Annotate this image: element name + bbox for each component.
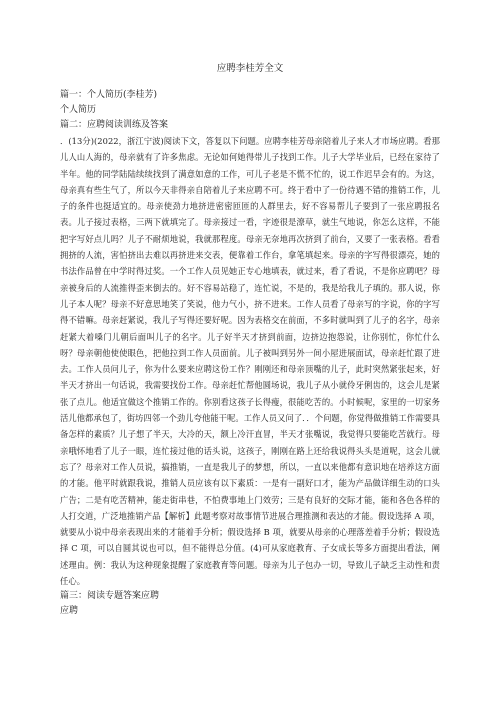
section-1-subheading: 个人简历 — [60, 105, 97, 115]
section-2-heading: 篇二：应聘阅读训练及答案 — [60, 120, 169, 130]
article-body: ．(13分)(2022，浙江宁波)阅读下文，答复以下问题。应聘李桂芳母亲陪着儿子来人才市场应聘。看那儿人山人海的，母亲就有了许多焦虑。无论如何她得带儿子找到工作。儿子大学毕业后，已经在家待了半年。他的同学陆陆续续找到了满意如意的工作，可儿子老是不慌不忙的，说工作迟早会有的。为这，母亲真有些生气了，所以今天非得亲自陪着儿子来应聘不可。终于看中了一份待遇不错的推销工作，儿子的条件也挺适宜的。母亲使劲力地挤进密密匝匝的人群里去，好不容易帮儿子要到了一张应聘报名表。儿子接过表格，三两下就填完了。母亲接过一看，字迹很是潦草，就生气地说，你怎么这样，不能把字写好点儿吗？儿子不耐烦地说，我就那程度。母亲无奈地再次挤到了前台，又要了一张表格。看看拥挤的人流，害怕挤出去难以再挤进来交表，便靠着工作台，拿笔填起来。母亲的字写得很漂亮，她的书法作品曾在中学时得过奖。一个工作人员见她正专心地填表，就过来，看了看说，不是你应聘吧？母亲被身后的人流推得歪来倒去的。好不容易站稳了，连忙说，不是的，我是给我儿子填的。那人说，你儿子本人呢？母亲不好意思地笑了笑说，他力气小，挤不进来。工作人员看了母亲写的字说，你的字写得不错嘛。母亲赶紧说，我儿子写得还要好呢。因为表格交在前面，不多时就叫到了儿子的名字，母亲赶紧大着嗓门儿朝后面叫儿子的名字。儿子好半天才挤到前面，边挤边抱怨说，让你别忙，你忙什么呀？母亲朝他使使眼色，把他拉到工作人员面前。儿子被叫到另外一间小屋进展面试，母亲赶忙跟了进去。工作人员问儿子，你为什么要来应聘这份工作？刚刚还和母亲顶嘴的儿子，此时突然紧张起来，好半天才挤出一句话说，我需要找份工作。母亲赶忙帮他圆场说，我儿子从小就伶牙俐齿的，这会儿是紧张了点儿。他适宜做这个推销工作的。你别看这孩子长得瘦，很能吃苦的。小时候呢，家里的一切家务活儿他都承包了，街坊四邻一个劲儿夸他能干呢。工作人员又问了．．个问题，你觉得做推销工作需要具备怎样的素质？儿子想了半天，大冷的天，额上冷汗直冒，半天才张嘴说，我觉得只要能吃苦就行。母亲哦怀地看了儿子一眼，连忙接过他的话头说，这孩子，刚刚在路上还给我说得头头是道呢，这会儿就忘了？母亲对工作人员说，搞推销，一直是我儿子的梦想，所以，一直以来他都有意识地在培养这方面的才能。他平时就跟我说，推销人员应该有以下素质：一是有一副好口才，能为产品做详细生动的口头广告；二是有吃苦精神，能走街串巷，不怕费事地上门效劳；三是有良好的交际才能，能和各色各样的人打交道，广泛地推销产品【解析】此题考察对故事情节进展合理推测和表达的才能。假设选择 A 项，就要从小说中母亲表现出来的才能着手分析；假设选择 B 项，就要从母亲的心理落差着手分析；假设选择 C 项，可以自圆其说也可以，但不能得总分值。(4)可从家庭教育、子女成长等多方面提出看法，阐述理由。例：我认为这种现象提醒了家庭教育等问题。母亲为儿子包办一切，导致儿子缺乏主动性和责任心。 — [60, 136, 440, 587]
document-title: 应聘李桂芳全文 — [216, 63, 284, 74]
section-3-subheading: 应聘 — [60, 606, 79, 617]
section-1-heading: 篇一：个人简历(李桂芳) — [60, 90, 158, 100]
section-3-heading: 篇三：阅读专题答案应聘 — [60, 591, 160, 602]
